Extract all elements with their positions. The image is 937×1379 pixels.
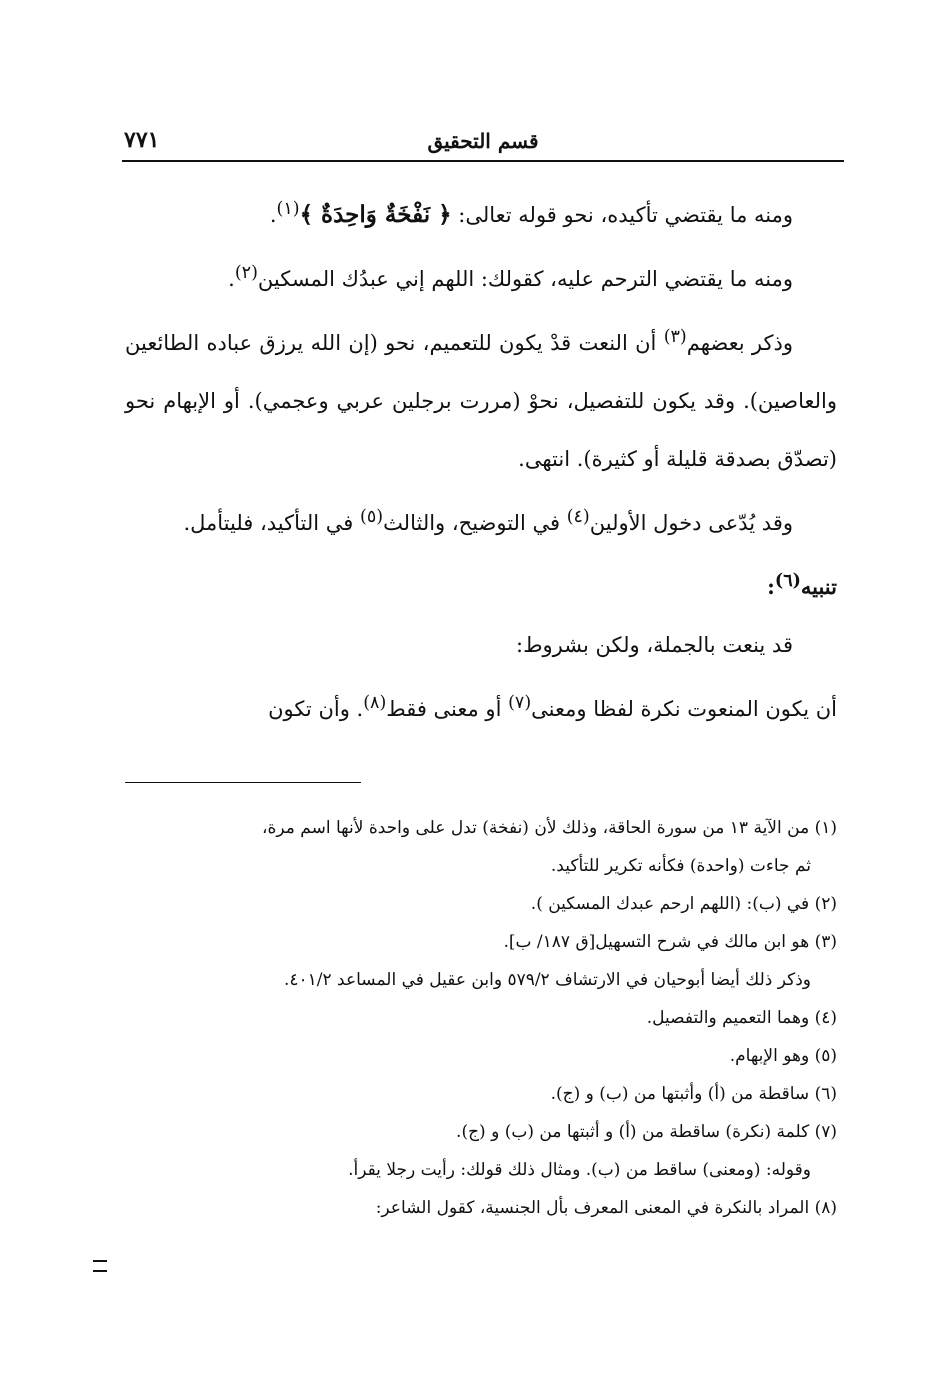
footnote-7: (٧) كلمة (نكرة) ساقطة من (أ) و أثبتها من (ب) و (ج). [456,1122,837,1142]
section-heading: تنبيه$^{(٦)}$: [767,571,837,599]
main-text [125,180,837,738]
footnote-ref-5: (٥) [360,507,384,527]
footnote-ref-3: (٣) [663,327,687,347]
paragraph-1: ومنه ما يقتضي تأكيده، نحو قوله تعالى: ﴿ نَفْخَةٌ وَاحِدَةٌ ﴾$^{(١)}$. [269,199,793,228]
paragraph-6: أن يكون المنعوت نكرة لفظا ومعنى$^{(٧)}$ أو معنى فقط$^{(٨)}$. وأن تكون [268,693,837,721]
footnote-5: (٥) وهو الإبهام. [729,1046,837,1066]
paragraph-5: قد ينعت بالجملة، ولكن بشروط: [516,633,793,657]
footnote-1: (١) من الآية ١٣ من سورة الحاقة، وذلك لأن (نفخة) تدل على واحدة لأنها اسم مرة، [262,818,837,838]
footnote-ref-7: (٧) [508,693,532,713]
footnote-3: (٣) هو ابن مالك في شرح التسهيل[ق ١٨٧/ ب]. [503,932,837,952]
footnote-6: (٦) ساقطة من (أ) وأثبتها من (ب) و (ج). [550,1084,837,1104]
footnote-4: (٤) وهما التعميم والتفصيل. [646,1008,837,1028]
footnote-8: (٨) المراد بالنكرة في المعنى المعرف بأل الجنسية، كقول الشاعر: [375,1198,837,1218]
page-header [122,125,844,159]
footnote-ref-8: (٨) [363,693,387,713]
footnote-2: (٢) في (ب): (اللهم ارحم عبدك المسكين ). [530,894,837,914]
footnote-1-continued: ثم جاءت (واحدة) فكأنه تكرير للتأكيد. [550,856,811,876]
footnote-ref-1: (١) [276,199,300,219]
header-rule [122,160,844,162]
paragraph-4: وقد يُدّعى دخول الأولين$^{(٤)}$ في التوضيح، والثالث$^{(٥)}$ في التأكيد، فليتأمل. [183,507,793,535]
footnote-ref-2: (٢) [234,263,258,283]
running-title: قسم التحقيق [427,129,539,153]
footnote-3-extra: وذكر ذلك أيضا أبوحيان في الارتشاف ٥٧٩/٢ وابن عقيل في المساعد ٤٠١/٢. [283,970,811,990]
paragraph-3: وذكر بعضهم$^{(٣)}$ أن النعت قدْ يكون للتعميم، نحو (إن الله يرزق عباده الطائعين والعاصين). وقد يكون للتفصيل، نحوْ (مررت برجلين عربي وعجمي). أو الإبهام نحو (تصدّق بصدقة قليلة أو كثيرة). انتهى. [125,327,837,471]
page-number: ٧٧١ [124,127,160,153]
margin-mark [93,1260,107,1272]
footnote-separator [125,782,361,783]
footnote-ref-6: (٦) [774,571,801,591]
paragraph-2: ومنه ما يقتضي الترحم عليه، كقولك: اللهم إني عبدُك المسكين$^{(٢)}$. [228,263,793,291]
footnote-7-extra: وقوله: (ومعنى) ساقط من (ب). ومثال ذلك قولك: رأيت رجلا يقرأ. [348,1160,811,1180]
quran-verse: ﴿ نَفْخَةٌ وَاحِدَةٌ ﴾ [299,201,452,228]
footnotes [125,809,837,1227]
footnote-ref-4: (٤) [566,507,590,527]
